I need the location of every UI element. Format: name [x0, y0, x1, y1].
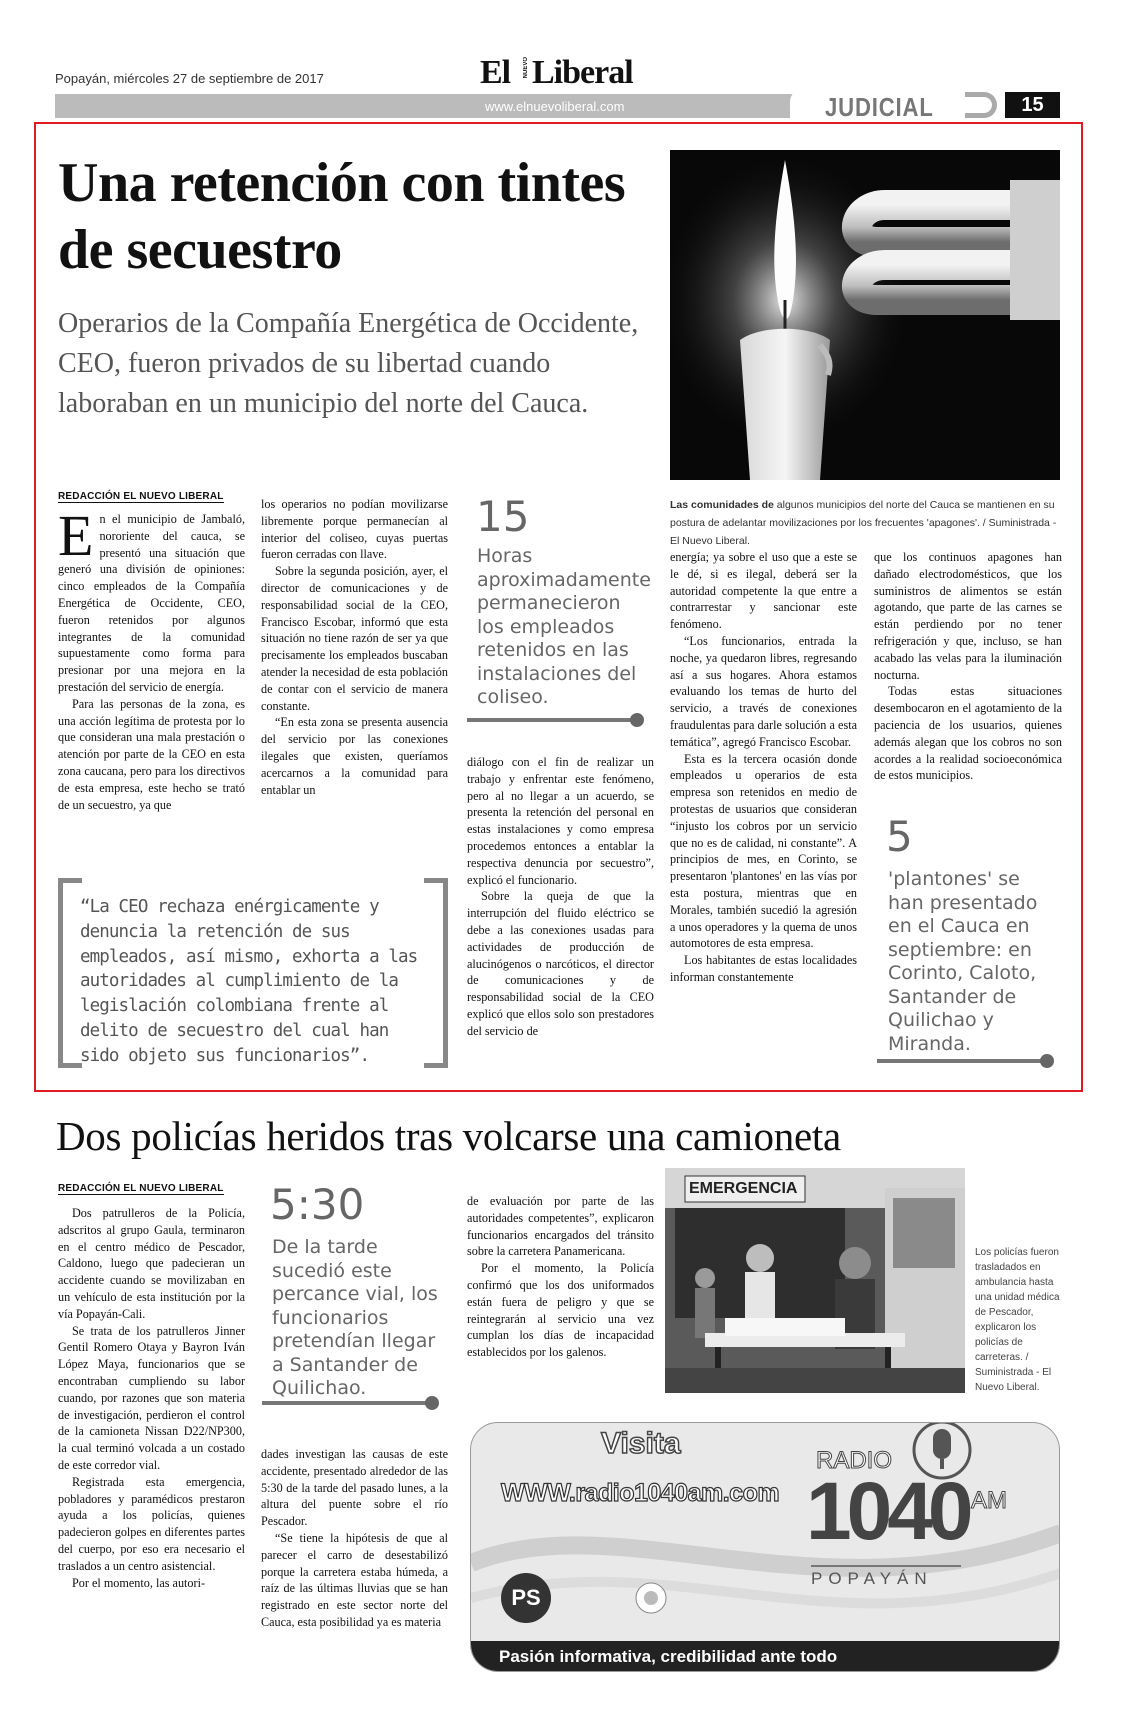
- ad-visita: Visita: [601, 1427, 681, 1460]
- paragraph: “En esta zona se presenta ausencia del servicio por las conexiones ilegales que existen, queríamos acercarnos a la comunidad para entablar un: [261, 715, 448, 797]
- fact-divider: [877, 1059, 1052, 1063]
- paragraph: [58, 503, 245, 696]
- quote-bracket-left: [58, 878, 82, 1068]
- logo-el: El: [480, 54, 511, 91]
- paragraph: Esta es la tercera ocasión donde empleados u operarios de esta empresa son retenidos en medio de protestas de usuarios que consideran “injusto los cobros por un servicio que no es de calidad, ni constante”. A principios de mes, en Corinto, se presentaron 'plantones' en las vías por esta postura, mientras que en Morales, también sucedió la agresión a unos operadores y la quema de unos automotores de esta empresa.: [670, 751, 857, 951]
- paragraph: “Se tiene la hipótesis de que al parecer el carro de desestabilizó porque la carretera estaba húmeda, a raíz de las últimas lluvias que se han registrado en este sector norte del Cauca, esta posibilidad ya es materia: [261, 1530, 448, 1629]
- fact-number-15: 15: [476, 492, 530, 541]
- caption-lead: Las comunidades de: [670, 499, 774, 511]
- emergency-sign: EMERGENCIA: [689, 1180, 798, 1197]
- paragraph: Para las personas de la zona, es una acción legítima de protesta por lo que consideran una mala prestación o atención por parte de la CEO en esta zona caucana, pero para los directivos de esta empresa, este hecho se trató de un secuestro, ya que: [58, 696, 245, 812]
- paragraph: Todas estas situaciones desembocaron en el agotamiento de la paciencia de los usuarios, quienes además alegan que los cobros no son acordes a la realidad socioeconómica de estos municipios.: [874, 684, 1062, 783]
- paragraph: Por el momento, las autori-: [72, 1575, 206, 1590]
- website-url[interactable]: www.elnuevoliberal.com: [485, 99, 625, 114]
- candle-lamp-photo: [670, 150, 1060, 480]
- story1-photo-caption: [670, 496, 1065, 550]
- fact-divider-dot: [630, 713, 644, 727]
- fact-divider: [467, 718, 642, 722]
- paragraph: Los habitantes de estas localidades informan constantemente: [670, 953, 857, 984]
- quote-bracket-right: [424, 878, 448, 1068]
- paragraph: Se trata de los patrulleros Jinner Gentil Romero Otaya y Bayron Iván López Maya, funcionarios que se encontraban cumpliendo su labor cuando, por razones que son materia de investigación, perdieron el control de la camioneta Nissan D22/NP300, la cual terminó volcada a un costado de este corredor vial.: [58, 1323, 245, 1472]
- newspaper-logo[interactable]: [480, 54, 640, 90]
- paragraph: los operarios no podían movilizarse libremente porque permanecían al interior del coliseo, cuyas puertas fueron cerradas con llave.: [261, 497, 448, 562]
- paragraph: Sobre la queja de que la interrupción del fluido eléctrico se debe a las conexiones usadas para actividades de producción de alucinógenos o narcóticos, el director de comunicaciones y de responsabilidad social de la CEO explicó que ellos solo son prestadores del servicio de: [467, 889, 654, 1038]
- paragraph: de evaluación por parte de las autoridades competentes”, explicaron funcionarios encargados del tránsito sobre la carretera Panamericana.: [467, 1194, 654, 1259]
- fact-number-time: 5:30: [270, 1180, 365, 1229]
- story1-column-3: [467, 754, 654, 1040]
- fact-divider-dot: [1040, 1054, 1054, 1068]
- story1-column-4: [670, 549, 857, 986]
- section-tab-curve: [965, 92, 997, 118]
- paragraph: energía; ya sobre el uso que a este se le dé, si es ilegal, deberá ser la autoridad competente la que entre a contrarrestar y sancionar este fenómeno.: [670, 550, 857, 632]
- logo-nuevo: NUEVO: [523, 57, 529, 79]
- paragraph: que los continuos apagones han dañado electrodomésticos, que los suministros de alimentos se están agotando, que parte de las carnes se están perdiendo por no tener refrigeración y que, incluso, se han acabado las velas para la iluminación nocturna.: [874, 550, 1062, 682]
- logo-liberal: Liberal: [532, 54, 633, 91]
- paragraph: Sobre la segunda posición, ayer, el director de comunicaciones y de responsabilidad social de la CEO, Francisco Escobar, informó que esta situación no tiene razón de ser ya que precisamente los empleados buscaban atender la necesidad de esta población de contar con el servicio de manera constante.: [261, 564, 448, 713]
- story2-byline: REDACCIÓN EL NUEVO LIBERAL: [58, 1183, 224, 1194]
- fact-number-5: 5: [886, 812, 913, 861]
- fact-text-plantones: 'plantones' se han presentado en el Cauca en septiembre: en Corinto, Caloto, Santander de Quilichao y Miranda.: [888, 868, 1038, 1055]
- story2-column-2: [261, 1446, 448, 1631]
- fact-divider: [262, 1401, 437, 1405]
- cfl-bulb: [857, 180, 1060, 320]
- paragraph: dades investigan las causas de este accidente, presentado alrededor de las 5:30 de la tarde del pasado lunes, a la altura del puente sobre el río Pescador.: [261, 1447, 448, 1529]
- story1-byline: REDACCIÓN EL NUEVO LIBERAL: [58, 491, 224, 502]
- paragraph-text: n el municipio de Jambaló, nororiente del cauca, se presentó una situación que generó una división de opiniones: cinco empleados de la Compañía Energética de Occidente, CEO, fueron retenidos por algunos integrantes de la comunidad supuestamente como forma para presionar por una mejora en la prestación del servicio de energía.: [58, 512, 245, 694]
- paragraph: Dos patrulleros de la Policía, adscritos al grupo Gaula, terminaron en el centro médico de Pescador, Caldono, luego que padecieran un accidente cuando se movilizaban en un vehículo de esta institución por la vía Popayán-Cali.: [58, 1206, 245, 1321]
- ps-logo: PS: [501, 1573, 551, 1623]
- ambulance-photo: [665, 1168, 965, 1393]
- pull-quote: “La CEO rechaza enérgicamente y denuncia la retención de sus empleados, así mismo, exhorta a las autoridades al cumplimiento de la legislación colombiana frente al delito de secuestro del cual han sido objeto sus funcionarios”.: [80, 897, 418, 1066]
- story1-headline: Una retención con tintes de secuestro: [58, 152, 626, 281]
- fact-divider-dot: [425, 1396, 439, 1410]
- ad-city: POPAYÁN: [811, 1565, 961, 1589]
- fact-text-time: De la tarde sucedió este percance vial, los funcionarios pretendían llegar a Santander de Quilichao.: [272, 1236, 438, 1399]
- radio-advertisement[interactable]: [470, 1422, 1060, 1672]
- story2-photo-caption: Los policías fueron trasladados en ambulancia hasta una unidad médica de Pescador, explicaron los policías de carreteras. / Suministrada - El Nuevo Liberal.: [975, 1247, 1060, 1393]
- story1-subheadline: Operarios de la Compañía Energética de Occidente, CEO, fueron privados de su libertad cuando laboraban en un municipio del norte del Cauca.: [58, 308, 639, 419]
- story2-column-3: [467, 1193, 654, 1361]
- story1-column-5: [874, 549, 1062, 784]
- ad-slogan: Pasión informativa, credibilidad ante todo: [499, 1647, 838, 1666]
- drop-cap: E: [58, 503, 94, 568]
- paragraph: Registrada esta emergencia, pobladores y paramédicos prestaron ayuda a los policías, quienes padecieron golpes en diferentes partes del cuerpo, por eso era necesario el traslados a un centro asistencial.: [58, 1474, 245, 1573]
- story1-column-1: [58, 503, 245, 813]
- ad-url[interactable]: WWW.radio1040am.com: [501, 1479, 780, 1507]
- ad-am-label: AM: [971, 1487, 1007, 1514]
- paragraph: Por el momento, la Policía confirmó que los dos uniformados están fuera de peligro y que se reintegrarán al servicio una vez cumplan los días de incapacidad establecidos por los galenos.: [467, 1261, 654, 1360]
- candle-lamp-illustration: [670, 150, 1060, 480]
- paragraph: “Los funcionarios, entrada la noche, ya quedaron libres, regresando así a sus hogares. Ahora estamos evaluando los temas de hurto del servicio, a través de conexiones fraudulentas para darle solución a esta temática”, agregó Francisco Escobar.: [670, 633, 857, 749]
- page-number: 15: [1005, 92, 1060, 118]
- story1-column-2: [261, 496, 448, 798]
- caption-body: algunos municipios del norte del Cauca se mantienen en su postura de adelantar movilizaciones por los frecuentes 'apagones'. / Suministrada - El Nuevo Liberal.: [670, 499, 1057, 547]
- ad-radio-label: RADIO: [816, 1447, 893, 1474]
- story2-headline: Dos policías heridos tras volcarse una camioneta: [56, 1113, 841, 1159]
- edition-date: Popayán, miércoles 27 de septiembre de 2017: [55, 71, 324, 86]
- section-name: JUDICIAL: [825, 92, 934, 122]
- story2-column-1: [58, 1205, 245, 1591]
- fact-text-hours: Horas aproximadamente permanecieron los empleados retenidos en las instalaciones del coliseo.: [477, 545, 651, 708]
- paragraph: diálogo con el fin de realizar un trabajo y enfrentar este fenómeno, pero al no llegar a un acuerdo, se presenta la retención del personal en estas instalaciones y como empresa procedemos entonces a entablar la respectiva denuncia por secuestro”, explicó el funcionario.: [467, 755, 654, 887]
- ambulance-scene-illustration: [665, 1168, 965, 1393]
- ad-frequency: 1040: [806, 1466, 969, 1557]
